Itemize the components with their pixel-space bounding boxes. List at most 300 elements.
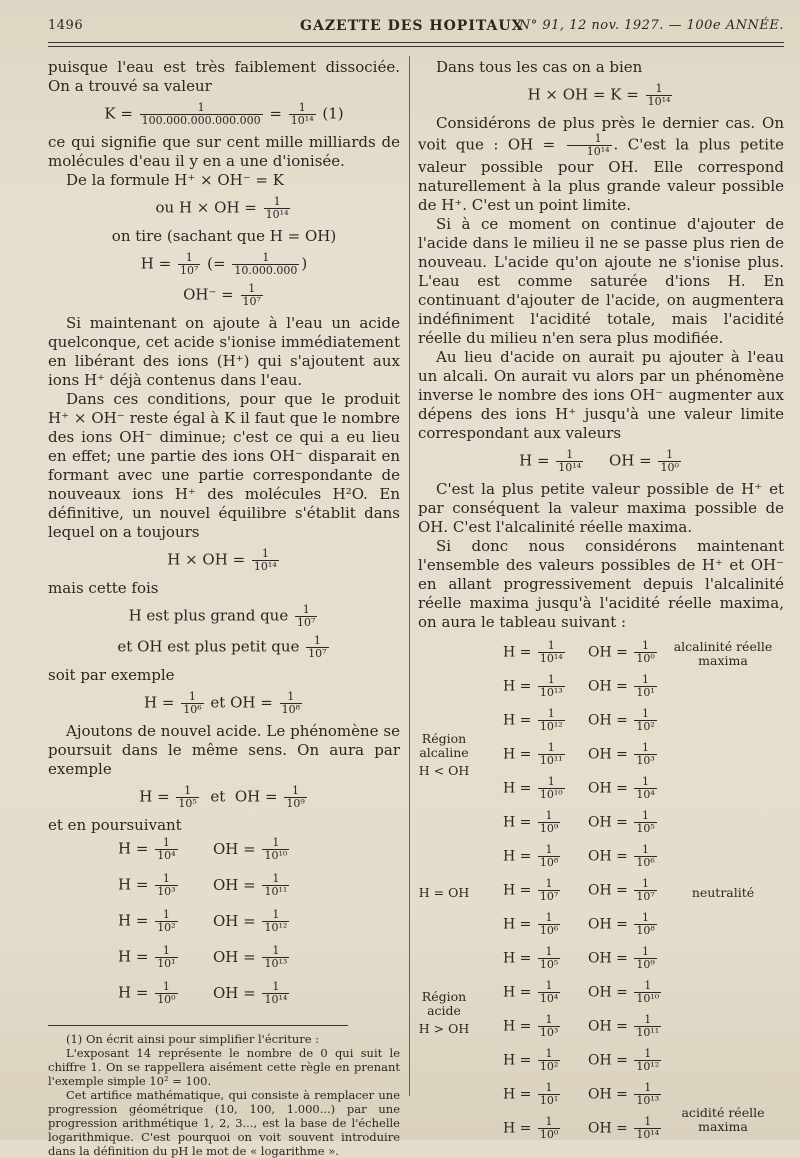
series-row [118, 909, 400, 945]
fraction [252, 548, 279, 573]
paragraph: soit par exemple [48, 666, 175, 684]
fraction [538, 878, 560, 903]
fraction [634, 1014, 661, 1039]
denominator: 10⁷ [179, 264, 199, 277]
denominator: 10⁰ [660, 461, 679, 474]
numerator: 1 [252, 548, 279, 561]
numerator: 1 [155, 945, 177, 958]
ph-table [418, 640, 784, 1150]
paragraph: et en poursuivant [48, 816, 182, 834]
denominator: 10¹² [636, 1060, 660, 1073]
fraction [538, 980, 560, 1005]
numerator: 1 [634, 674, 656, 687]
denominator: 10¹⁴ [264, 993, 288, 1006]
footnote: Cet artifice mathématique, qui consiste à remplacer une progression géométrique (10, 100, 1.000...) par une progression arithmétique 1, 2, 3..., est la base de l'échelle logarithmique. C'est pourquoi on voit souvent introduire dans la définition du pH le mot de « logarithme ». [48, 1088, 400, 1158]
oh-cell [588, 1116, 663, 1141]
table-row [418, 776, 784, 812]
eq-lhs: OH = [588, 1120, 633, 1137]
eq-lhs: OH = [588, 712, 633, 729]
denominator: 10⁰ [539, 1128, 559, 1141]
denominator: 10⁴ [157, 849, 176, 862]
h-cell [503, 1048, 562, 1073]
eq-lhs: OH = [234, 787, 278, 806]
denominator: 10¹⁴ [647, 95, 671, 108]
eq-lhs: OH = [588, 678, 633, 695]
h-cell [503, 946, 562, 971]
paragraph [418, 114, 784, 215]
table-row [418, 912, 784, 948]
series-list [118, 837, 400, 1017]
equation [48, 196, 400, 221]
paragraph: De la formule H⁺ × OH⁻ = K [66, 171, 284, 189]
numerator: 1 [289, 102, 316, 115]
h-cell [503, 640, 567, 665]
equation-k [48, 102, 400, 127]
numerator: 1 [634, 912, 656, 925]
numerator: 1 [634, 878, 656, 891]
label-acid-condition: H > OH [418, 1021, 470, 1036]
oh-cell [588, 708, 659, 733]
numerator: 1 [538, 776, 565, 789]
equation [48, 604, 400, 629]
eq-lhs: H = [140, 254, 172, 273]
fraction [241, 283, 263, 308]
fraction [538, 912, 560, 937]
eq-lhs: H = [503, 814, 536, 831]
numerator: 1 [567, 133, 612, 146]
fraction [538, 810, 560, 835]
fraction [262, 945, 289, 970]
eq-lhs: OH⁻ = [183, 285, 234, 304]
numerator: 1 [538, 844, 560, 857]
denominator: 10¹³ [264, 957, 288, 970]
h-cell [503, 1082, 562, 1107]
denominator: 10⁷ [539, 890, 559, 903]
fraction [262, 981, 289, 1006]
numerator: 1 [262, 873, 289, 886]
eq-lhs: H = [503, 950, 536, 967]
fraction [155, 909, 177, 934]
denominator: 10¹⁴ [253, 560, 277, 573]
numerator: 1 [538, 980, 560, 993]
eq-lhs: H est plus grand que [128, 606, 289, 625]
eq-mid: et [210, 787, 226, 806]
paragraph: Au lieu d'acide on aurait pu ajouter à l'eau un alcali. On aurait vu alors par un phénomène inverse le nombre des ions OH⁻ augmenter aux dépens des ions H⁺ jusqu'à une valeur limite correspondant aux valeurs [418, 348, 784, 442]
fraction [538, 776, 565, 801]
denominator: 10⁶ [183, 703, 202, 716]
footnote: L'exposant 14 représente le nombre de 0 qui suit le chiffre 1. On se rappellera aisément cette règle en prenant l'exemple simple 10² = 100. [48, 1046, 400, 1088]
fraction [264, 196, 291, 221]
numerator: 1 [634, 640, 656, 653]
eq-lhs: H = [503, 644, 536, 661]
eq-lhs: OH = [588, 644, 633, 661]
equation [48, 691, 400, 716]
paragraph: Dans ces conditions, pour que le produit H⁺ × OH⁻ reste égal à K il faut que le nombre des ions OH⁻ diminue; c'est ce qui a eu lieu en effet; une partie des ions OH⁻ disparait en formant avec une partie correspondante de nouveaux ions H⁺ des molécules H²O. En définitive, un nouvel équilibre s'établit dans lequel on a toujours [48, 390, 400, 541]
fraction [155, 873, 177, 898]
eq-lhs: OH = [588, 814, 633, 831]
denominator: 10³ [157, 885, 176, 898]
eq-lhs: OH = [588, 1086, 633, 1103]
h-cell [503, 980, 562, 1005]
eq-lhs: OH = [588, 848, 633, 865]
eq-sign: = [269, 104, 282, 123]
h-cell [503, 810, 562, 835]
fraction [176, 785, 198, 810]
paragraph: Si donc nous considérons maintenant l'ensemble des valeurs possibles de H⁺ et OH⁻ en allant progressivement depuis l'alcalinité réelle maxima jusqu'à l'acidité réelle maxima, on aura le tableau suivant : [418, 537, 784, 631]
numerator: 1 [634, 1014, 661, 1027]
table-row [418, 1048, 784, 1084]
eq-lhs: H = [503, 1086, 536, 1103]
eq-mid: et OH = [210, 693, 273, 712]
label-alkaline-condition: H < OH [418, 763, 470, 778]
eq-lhs: ou H × OH = [155, 198, 257, 217]
paragraph: Ajoutons de nouvel acide. Le phénomène se poursuit dans le même sens. On aura par exemple [48, 722, 400, 778]
fraction [280, 691, 302, 716]
eq-lhs: H = [503, 780, 536, 797]
fraction [538, 674, 565, 699]
paragraph: C'est la plus petite valeur possible de H⁺ et par conséquent la valeur maxima possible de OH. C'est l'alcalinité réelle maxima. [418, 480, 784, 536]
denominator: 10¹¹ [539, 754, 563, 767]
denominator: 10¹³ [636, 1094, 660, 1107]
denominator: 10⁹ [286, 797, 305, 810]
fraction [289, 102, 316, 127]
series-row [118, 837, 400, 873]
column-separator [409, 56, 410, 1096]
eq-lhs: H = [503, 1120, 536, 1137]
eq-lhs: H × OH = K = [527, 85, 639, 104]
fraction [634, 640, 656, 665]
h-cell [503, 1116, 562, 1141]
page-number: 1496 [48, 18, 84, 33]
fraction [634, 1048, 661, 1073]
numerator: 1 [646, 83, 673, 96]
numerator: 1 [634, 1116, 661, 1129]
denominator: 10⁶ [539, 924, 559, 937]
numerator: 1 [264, 196, 291, 209]
eq-lhs: H = [503, 678, 536, 695]
fraction [634, 708, 656, 733]
eq-lhs: OH = [608, 451, 652, 470]
eq-lhs: OH = [588, 1018, 633, 1035]
eq-lhs: OH = [588, 984, 633, 1001]
denominator: 10.000.000 [234, 264, 298, 277]
eq-lhs: H × OH = [167, 550, 246, 569]
denominator: 10¹⁴ [290, 114, 314, 127]
oh-cell [588, 980, 663, 1005]
denominator: 10² [636, 720, 655, 733]
numerator: 1 [538, 912, 560, 925]
equation [48, 635, 400, 660]
table-row [418, 674, 784, 710]
equation [418, 83, 784, 108]
denominator: 10⁶ [636, 856, 655, 869]
eq-lhs: H = [503, 882, 536, 899]
denominator: 10⁷ [308, 647, 327, 660]
fraction [306, 635, 328, 660]
numerator: 1 [634, 980, 661, 993]
oh-cell [588, 1082, 663, 1107]
numerator: 1 [634, 844, 656, 857]
denominator: 10³ [636, 754, 655, 767]
table-row [418, 878, 784, 914]
oh-cell [588, 1014, 663, 1039]
denominator: 10⁸ [539, 856, 559, 869]
table-row [418, 810, 784, 846]
denominator: 10⁸ [281, 703, 300, 716]
fraction [538, 1014, 560, 1039]
denominator: 10¹¹ [636, 1026, 660, 1039]
denominator: 10¹² [539, 720, 563, 733]
numerator: 1 [538, 1048, 560, 1061]
label-alkaline-region: Région alcaline [419, 731, 469, 760]
numerator: 1 [284, 785, 306, 798]
equation [48, 785, 400, 810]
fraction [634, 878, 656, 903]
fraction [634, 742, 656, 767]
numerator: 1 [176, 785, 198, 798]
denominator: 10¹⁴ [636, 1128, 660, 1141]
numerator: 1 [181, 691, 203, 704]
numerator: 1 [140, 102, 263, 115]
fraction [538, 742, 565, 767]
footnote-ref[interactable]: (1) [322, 104, 344, 123]
denominator: 10¹⁴ [586, 145, 610, 158]
label-acid-region: Région acide [421, 989, 467, 1018]
paragraph: Si maintenant on ajoute à l'eau un acide quelconque, cet acide s'ionise immédiatement en libérant des ions (H⁺) qui s'ajoutent aux ions H⁺ déjà contenus dans l'eau. [48, 314, 400, 389]
table-row [418, 1082, 784, 1118]
h-cell [503, 878, 562, 903]
eq-lhs: H = [503, 984, 536, 1001]
eq-lhs: OH = [588, 746, 633, 763]
numerator: 1 [538, 640, 565, 653]
eq-lhs: OH = [588, 1052, 633, 1069]
eq-lhs: et OH est plus petit que [117, 637, 300, 656]
oh-cell [588, 844, 659, 869]
numerator: 1 [155, 981, 177, 994]
fraction [556, 449, 583, 474]
fraction [634, 810, 656, 835]
equation [48, 283, 400, 308]
fraction [658, 449, 680, 474]
denominator: 10⁷ [297, 616, 316, 629]
label-alkalinity-max: alcalinité réelle maxima [673, 639, 773, 668]
h-cell [503, 844, 562, 869]
eq-lhs: H = [503, 848, 536, 865]
fraction [155, 837, 177, 862]
header-rule [48, 42, 784, 43]
denominator: 10¹ [157, 957, 176, 970]
fraction [155, 981, 177, 1006]
denominator: 10¹⁴ [539, 652, 563, 665]
equation [48, 548, 400, 573]
numerator: 1 [634, 708, 656, 721]
numerator: 1 [241, 283, 263, 296]
denominator: 100.000.000.000.000 [141, 114, 261, 127]
oh-cell [588, 912, 659, 937]
label-neutral-condition: H = OH [418, 885, 470, 900]
numerator: 1 [178, 252, 200, 265]
h-cell [503, 742, 567, 767]
table-row [418, 1014, 784, 1050]
fraction [538, 1116, 560, 1141]
label-acidity-max: acidité réelle maxima [681, 1105, 765, 1134]
table-row [418, 742, 784, 778]
numerator: 1 [155, 909, 177, 922]
eq-lhs: OH = [588, 916, 633, 933]
numerator: 1 [538, 1116, 560, 1129]
denominator: 10¹² [264, 921, 288, 934]
eq-lhs: H = [118, 839, 154, 858]
table-row [418, 708, 784, 744]
denominator: 10¹⁰ [264, 849, 288, 862]
eq-lhs: H = [118, 983, 154, 1002]
eq-lhs: OH = [213, 875, 261, 894]
eq-lhs: OH = [213, 947, 261, 966]
paragraph: mais cette fois [48, 579, 159, 597]
equation [418, 449, 784, 474]
footnote: (1) On écrit ainsi pour simplifier l'écriture : [66, 1032, 320, 1046]
fraction [538, 1048, 560, 1073]
denominator: 10¹³ [539, 686, 563, 699]
numerator: 1 [155, 837, 177, 850]
footnote-rule [48, 1025, 348, 1032]
fraction [284, 785, 306, 810]
fraction [634, 1082, 661, 1107]
page-header [48, 18, 784, 40]
denominator: 10⁵ [636, 822, 655, 835]
label-neutrality: neutralité [691, 885, 755, 900]
fraction [634, 776, 656, 801]
numerator: 1 [155, 873, 177, 886]
right-column [418, 58, 784, 1150]
denominator: 10² [539, 1060, 559, 1073]
eq-lhs: OH = [213, 983, 261, 1002]
h-cell [503, 708, 567, 733]
numerator: 1 [634, 742, 656, 755]
eq-lhs: H = [118, 947, 154, 966]
numerator: 1 [634, 946, 656, 959]
oh-cell [588, 776, 659, 801]
fraction [538, 1082, 560, 1107]
paragraph: puisque l'eau est très faiblement dissociée. On a trouvé sa valeur [48, 58, 400, 95]
numerator: 1 [262, 837, 289, 850]
eq-lhs: OH = [588, 780, 633, 797]
numerator: 1 [232, 252, 299, 265]
fraction [538, 640, 565, 665]
fraction [155, 945, 177, 970]
fraction [634, 1116, 661, 1141]
eq-lhs: H = [118, 875, 154, 894]
numerator: 1 [538, 674, 565, 687]
numerator: 1 [262, 981, 289, 994]
h-cell [503, 776, 567, 801]
fraction [262, 837, 289, 862]
denominator: 10¹⁰ [636, 992, 660, 1005]
oh-cell [588, 674, 659, 699]
table-row [418, 946, 784, 982]
fraction [634, 980, 661, 1005]
series-row [118, 945, 400, 981]
numerator: 1 [538, 708, 565, 721]
fraction [634, 912, 656, 937]
table-row [418, 844, 784, 880]
numerator: 1 [538, 946, 560, 959]
denominator: 10¹¹ [264, 885, 288, 898]
eq-lhs: H = [144, 693, 175, 712]
denominator: 10⁹ [539, 822, 559, 835]
numerator: 1 [658, 449, 680, 462]
numerator: 1 [262, 945, 289, 958]
issue-line: N° 91, 12 nov. 1927. — 100e ANNÉE. [518, 18, 784, 33]
equation: on tire (sachant que H = OH) [111, 227, 337, 245]
fraction [262, 873, 289, 898]
denominator: 10⁰ [157, 993, 176, 1006]
denominator: 10³ [539, 1026, 559, 1039]
denominator: 10⁵ [539, 958, 559, 971]
denominator: 10¹ [636, 686, 655, 699]
oh-cell [588, 640, 659, 665]
table-row [418, 1116, 784, 1152]
eq-lhs: H = [503, 712, 536, 729]
eq-lhs: K = [104, 104, 133, 123]
journal-title: GAZETTE DES HOPITAUX [300, 18, 524, 34]
numerator: 1 [538, 742, 565, 755]
denominator: 10² [157, 921, 176, 934]
numerator: 1 [634, 1048, 661, 1061]
fraction [232, 252, 299, 277]
h-cell [503, 912, 562, 937]
fraction [295, 604, 317, 629]
fraction [634, 946, 656, 971]
oh-cell [588, 742, 659, 767]
numerator: 1 [538, 878, 560, 891]
numerator: 1 [538, 810, 560, 823]
fraction [181, 691, 203, 716]
eq-lhs: OH = [588, 882, 633, 899]
paragraph: Dans tous les cas on a bien [436, 58, 643, 76]
text-run: . C'est la plus petite valeur possible pour OH. Elle correspond naturellement à la plus grande valeur possible de H⁺. C'est un point limite. [418, 135, 784, 214]
numerator: 1 [634, 1082, 661, 1095]
denominator: 10¹ [539, 1094, 559, 1107]
table-row [418, 640, 784, 676]
fraction [538, 708, 565, 733]
eq-lhs: OH = [588, 950, 633, 967]
denominator: 10¹⁰ [539, 788, 563, 801]
fraction [567, 133, 612, 158]
header-rule-2 [48, 46, 784, 47]
eq-lhs: H = [139, 787, 170, 806]
eq-lhs: H = [519, 451, 550, 470]
numerator: 1 [634, 810, 656, 823]
oh-cell [588, 810, 659, 835]
paragraph: Si à ce moment on continue d'ajouter de l'acide dans le milieu il ne se passe plus rien de nouveau. L'acide qu'on ajoute ne s'ionise plus. L'eau est comme saturée d'ions H. En continuant d'ajouter de l'acide, on augmentera indéfiniment l'acidité totale, mais l'acidité réelle du milieu n'en sera plus modifiée. [418, 215, 784, 347]
series-row [118, 981, 400, 1017]
eq-lhs: H = [503, 746, 536, 763]
denominator: 10⁹ [636, 958, 655, 971]
numerator: 1 [295, 604, 317, 617]
oh-cell [588, 946, 659, 971]
fraction [646, 83, 673, 108]
oh-cell [588, 878, 659, 903]
denominator: 10⁸ [636, 924, 655, 937]
fraction [634, 674, 656, 699]
h-cell [503, 1014, 562, 1039]
oh-cell [588, 1048, 663, 1073]
numerator: 1 [556, 449, 583, 462]
numerator: 1 [280, 691, 302, 704]
text-run: Considérons de plus près le dernier cas. On voit que : OH = [418, 114, 784, 154]
paragraph: ce qui signifie que sur cent mille milliards de molécules d'eau il y en a une d'ionisée. [48, 133, 400, 170]
